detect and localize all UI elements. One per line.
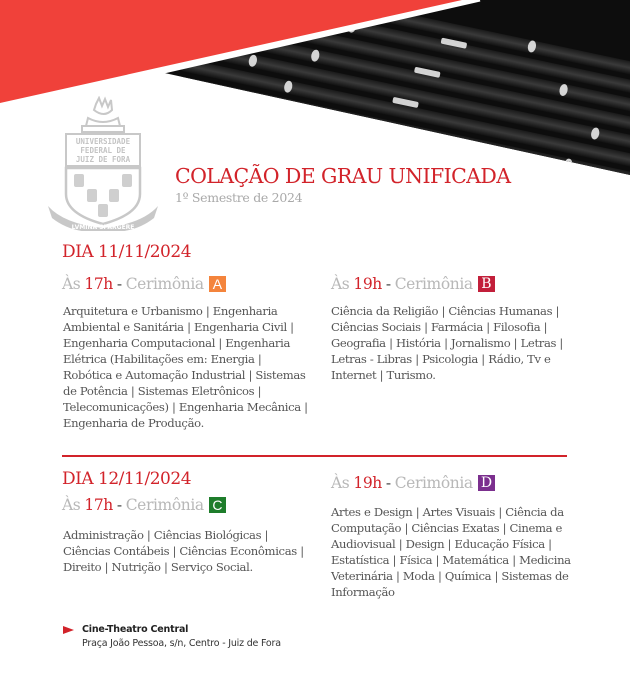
page-title: COLAÇÃO DE GRAU UNIFICADA	[175, 164, 511, 188]
session-dash: -	[385, 275, 391, 293]
session-a	[62, 275, 226, 293]
crest-line-3: JUIZ DE FORA	[75, 155, 131, 164]
session-ceremony-label: Cerimônia	[394, 474, 473, 492]
ceremony-badge-c: C	[209, 497, 226, 513]
session-dash: -	[116, 275, 122, 293]
session-hour: 17h	[84, 275, 113, 293]
course-list-a: Arquitetura e Urbanismo | Engenharia Ambiental e Sanitária | Engenharia Civil | Engenharia Computacional | Engenharia Elétrica (Habilitações em: Energia | Robótica e Automação Industrial | Sistemas de Potência | Sistemas Eletrônicos | Telecomunicações) | Engenharia Mecânica | Engenharia de Produção.	[63, 304, 308, 430]
course-list-c: Administração | Ciências Biológicas | Ciências Contábeis | Ciências Econômicas | Direito | Nutrição | Serviço Social.	[63, 528, 304, 574]
ceremony-badge-a: A	[209, 276, 226, 292]
session-hour: 19h	[353, 275, 382, 293]
session-d	[331, 474, 495, 492]
course-list-b: Ciência da Religião | Ciências Humanas | Ciências Sociais | Farmácia | Filosofia | Geografia | História | Jornalismo | Letras | Letras - Libras | Psicologia | Rádio, Tv e Internet | Turismo.	[331, 304, 563, 382]
ceremony-badge-b: B	[478, 276, 495, 292]
page-subtitle: 1º Semestre de 2024	[175, 190, 303, 205]
day-heading-2: DIA 12/11/2024	[62, 469, 192, 489]
session-b	[331, 275, 495, 293]
session-dash: -	[385, 474, 391, 492]
university-crest-icon	[44, 96, 162, 231]
venue-name: Cine-Theatro Central	[82, 624, 189, 635]
section-divider	[62, 455, 567, 457]
crest-line-1: UNIVERSIDADE	[75, 137, 131, 146]
session-hour: 19h	[353, 474, 382, 492]
venue-address: Praça João Pessoa, s/n, Centro - Juiz de Fora	[82, 638, 281, 649]
crest-motto: LVMINA SPARGERE	[71, 224, 135, 231]
session-ceremony-label: Cerimônia	[125, 496, 204, 514]
crest-line-2: FEDERAL DE	[80, 146, 126, 155]
session-prefix: Às	[331, 474, 350, 492]
session-prefix: Às	[62, 496, 81, 514]
arrow-right-icon	[63, 626, 74, 634]
session-hour: 17h	[84, 496, 113, 514]
session-prefix: Às	[331, 275, 350, 293]
course-list-d: Artes e Design | Artes Visuais | Ciência da Computação | Ciências Exatas | Cinema e Audiovisual | Design | Educação Física | Estatística | Física | Matemática | Medicina Veterinária | Moda | Química | Sistemas de Informação	[331, 505, 571, 599]
ceremony-badge-d: D	[478, 475, 495, 491]
day-heading-1: DIA 11/11/2024	[62, 242, 192, 262]
session-ceremony-label: Cerimônia	[125, 275, 204, 293]
session-dash: -	[116, 496, 122, 514]
session-prefix: Às	[62, 275, 81, 293]
session-ceremony-label: Cerimônia	[394, 275, 473, 293]
session-c	[62, 496, 226, 514]
